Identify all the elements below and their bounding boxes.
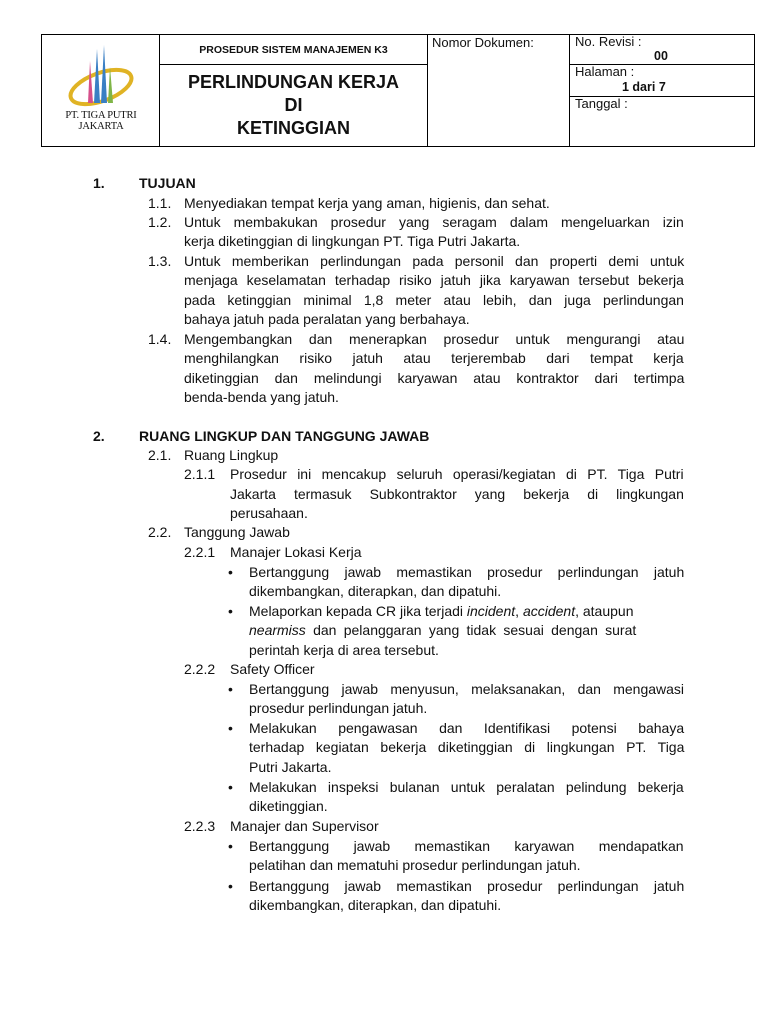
item-text: menjaga keselamatan terhadap risiko jatuh jika karyawan tersebut bekerja bbox=[184, 272, 684, 288]
item-text: bahaya jatuh pada peralatan yang berbahaya. bbox=[184, 311, 470, 327]
bullet-text: dikembangkan, diterapkan, dan dipatuhi. bbox=[249, 897, 502, 913]
item-text: pada ketinggian minimal 1,8 meter atau lebih, dan juga perlindungan bbox=[184, 292, 684, 308]
item-number: 2.2. bbox=[148, 524, 172, 540]
subitem-number: 2.2.1 bbox=[184, 544, 216, 560]
item-text: benda-benda yang jatuh. bbox=[184, 389, 339, 405]
item-label: Ruang Lingkup bbox=[184, 447, 279, 463]
company-name: PT. TIGA PUTRI JAKARTA bbox=[65, 110, 137, 132]
item-number: 1.1. bbox=[148, 195, 172, 211]
subitem-text: Jakarta termasuk Subkontraktor yang bekerja di lingkungan bbox=[230, 486, 684, 502]
subitem-label: Safety Officer bbox=[230, 661, 315, 677]
subitem-text: perusahaan. bbox=[230, 505, 308, 521]
page-label: Halaman : bbox=[575, 64, 635, 79]
bullet-text: dikembangkan, diterapkan, dan dipatuhi. bbox=[249, 583, 502, 599]
section-number: 1. bbox=[93, 175, 105, 191]
bullet-glyph: • bbox=[228, 681, 233, 697]
doc-number-cell bbox=[428, 35, 570, 97]
bullet-text: Bertanggung jawab memastikan prosedur perlindungan jatuh bbox=[249, 564, 685, 580]
subitem-number: 2.2.2 bbox=[184, 661, 216, 677]
bullet-glyph: • bbox=[228, 779, 233, 795]
subitem-label: Manajer Lokasi Kerja bbox=[230, 544, 362, 560]
bullet-text: Putri Jakarta. bbox=[249, 759, 332, 775]
document-header bbox=[41, 34, 755, 147]
date-label: Tanggal : bbox=[575, 96, 628, 111]
item-number: 1.2. bbox=[148, 214, 172, 230]
date-cell bbox=[570, 97, 754, 146]
bullet-text: diketinggian. bbox=[249, 798, 328, 814]
section-title: TUJUAN bbox=[139, 175, 196, 191]
system-label: PROSEDUR SISTEM MANAJEMEN K3 bbox=[160, 35, 428, 65]
section-title: RUANG LINGKUP DAN TANGGUNG JAWAB bbox=[139, 428, 430, 444]
logo-cell bbox=[42, 35, 160, 146]
subitem-number: 2.2.3 bbox=[184, 818, 216, 834]
section-number: 2. bbox=[93, 428, 105, 444]
document-title bbox=[160, 65, 428, 146]
page-value: 1 dari 7 bbox=[622, 80, 666, 94]
item-text: diketinggian dan melindungi karyawan atau kontraktor dari tertimpa bbox=[184, 370, 685, 386]
bullet-text: Bertanggung jawab menyusun, melaksanakan, dan mengawasi bbox=[249, 681, 685, 697]
revision-cell bbox=[570, 35, 754, 65]
bullet-text: prosedur perlindungan jatuh. bbox=[249, 700, 428, 716]
bullet-text: terhadap kegiatan bekerja diketinggian di lingkungan PT. Tiga bbox=[249, 739, 685, 755]
doc-number-blank bbox=[428, 97, 570, 146]
company-logo-icon bbox=[60, 43, 142, 113]
item-number: 1.3. bbox=[148, 253, 172, 269]
item-text: menghilangkan risiko jatuh atau terjerembab dari tempat kerja bbox=[184, 350, 684, 366]
item-text: kerja diketinggian di lingkungan PT. Tiga Putri Jakarta. bbox=[184, 233, 521, 249]
bullet-text: Melakukan inspeksi bulanan untuk peralatan pelindung bekerja bbox=[249, 779, 684, 795]
revision-value: 00 bbox=[654, 49, 668, 63]
subitem-text: Prosedur ini mencakup seluruh operasi/kegiatan di PT. Tiga Putri bbox=[230, 466, 684, 482]
bullet-text: perintah kerja di area tersebut. bbox=[249, 642, 439, 658]
revision-label: No. Revisi : bbox=[575, 34, 642, 49]
item-text: Untuk membakukan prosedur yang seragam dalam mengeluarkan izin bbox=[184, 214, 684, 230]
page-cell bbox=[570, 65, 754, 97]
item-text: Menyediakan tempat kerja yang aman, higienis, dan sehat. bbox=[184, 195, 550, 211]
bullet-text: pelatihan dan mematuhi prosedur perlindungan jatuh. bbox=[249, 857, 581, 873]
bullet-glyph: • bbox=[228, 720, 233, 736]
item-text: Untuk memberikan perlindungan pada personil dan properti demi untuk bbox=[184, 253, 685, 269]
item-label: Tanggung Jawab bbox=[184, 524, 290, 540]
doc-number-label: Nomor Dokumen: bbox=[432, 35, 534, 50]
bullet-glyph: • bbox=[228, 878, 233, 894]
item-number: 2.1. bbox=[148, 447, 172, 463]
item-text: Mengembangkan dan menerapkan prosedur untuk mengurangi atau bbox=[184, 331, 685, 347]
title-line-1: PERLINDUNGAN KERJA DI bbox=[187, 72, 400, 115]
bullet-glyph: • bbox=[228, 603, 233, 619]
item-number: 1.4. bbox=[148, 331, 172, 347]
title-line-2: KETINGGIAN bbox=[236, 118, 350, 138]
bullet-text: Melakukan pengawasan dan Identifikasi potensi bahaya bbox=[249, 720, 685, 736]
bullet-text: nearmiss dan pelanggaran yang tidak sesuai dengan surat bbox=[249, 622, 637, 638]
subitem-number: 2.1.1 bbox=[184, 466, 216, 482]
bullet-text: Bertanggung jawab memastikan karyawan mendapatkan bbox=[249, 838, 684, 854]
bullet-glyph: • bbox=[228, 838, 233, 854]
subitem-label: Manajer dan Supervisor bbox=[230, 818, 379, 834]
bullet-text: Melaporkan kepada CR jika terjadi incident, accident, ataupun bbox=[249, 603, 634, 619]
bullet-glyph: • bbox=[228, 564, 233, 580]
bullet-text: Bertanggung jawab memastikan prosedur perlindungan jatuh bbox=[249, 878, 685, 894]
